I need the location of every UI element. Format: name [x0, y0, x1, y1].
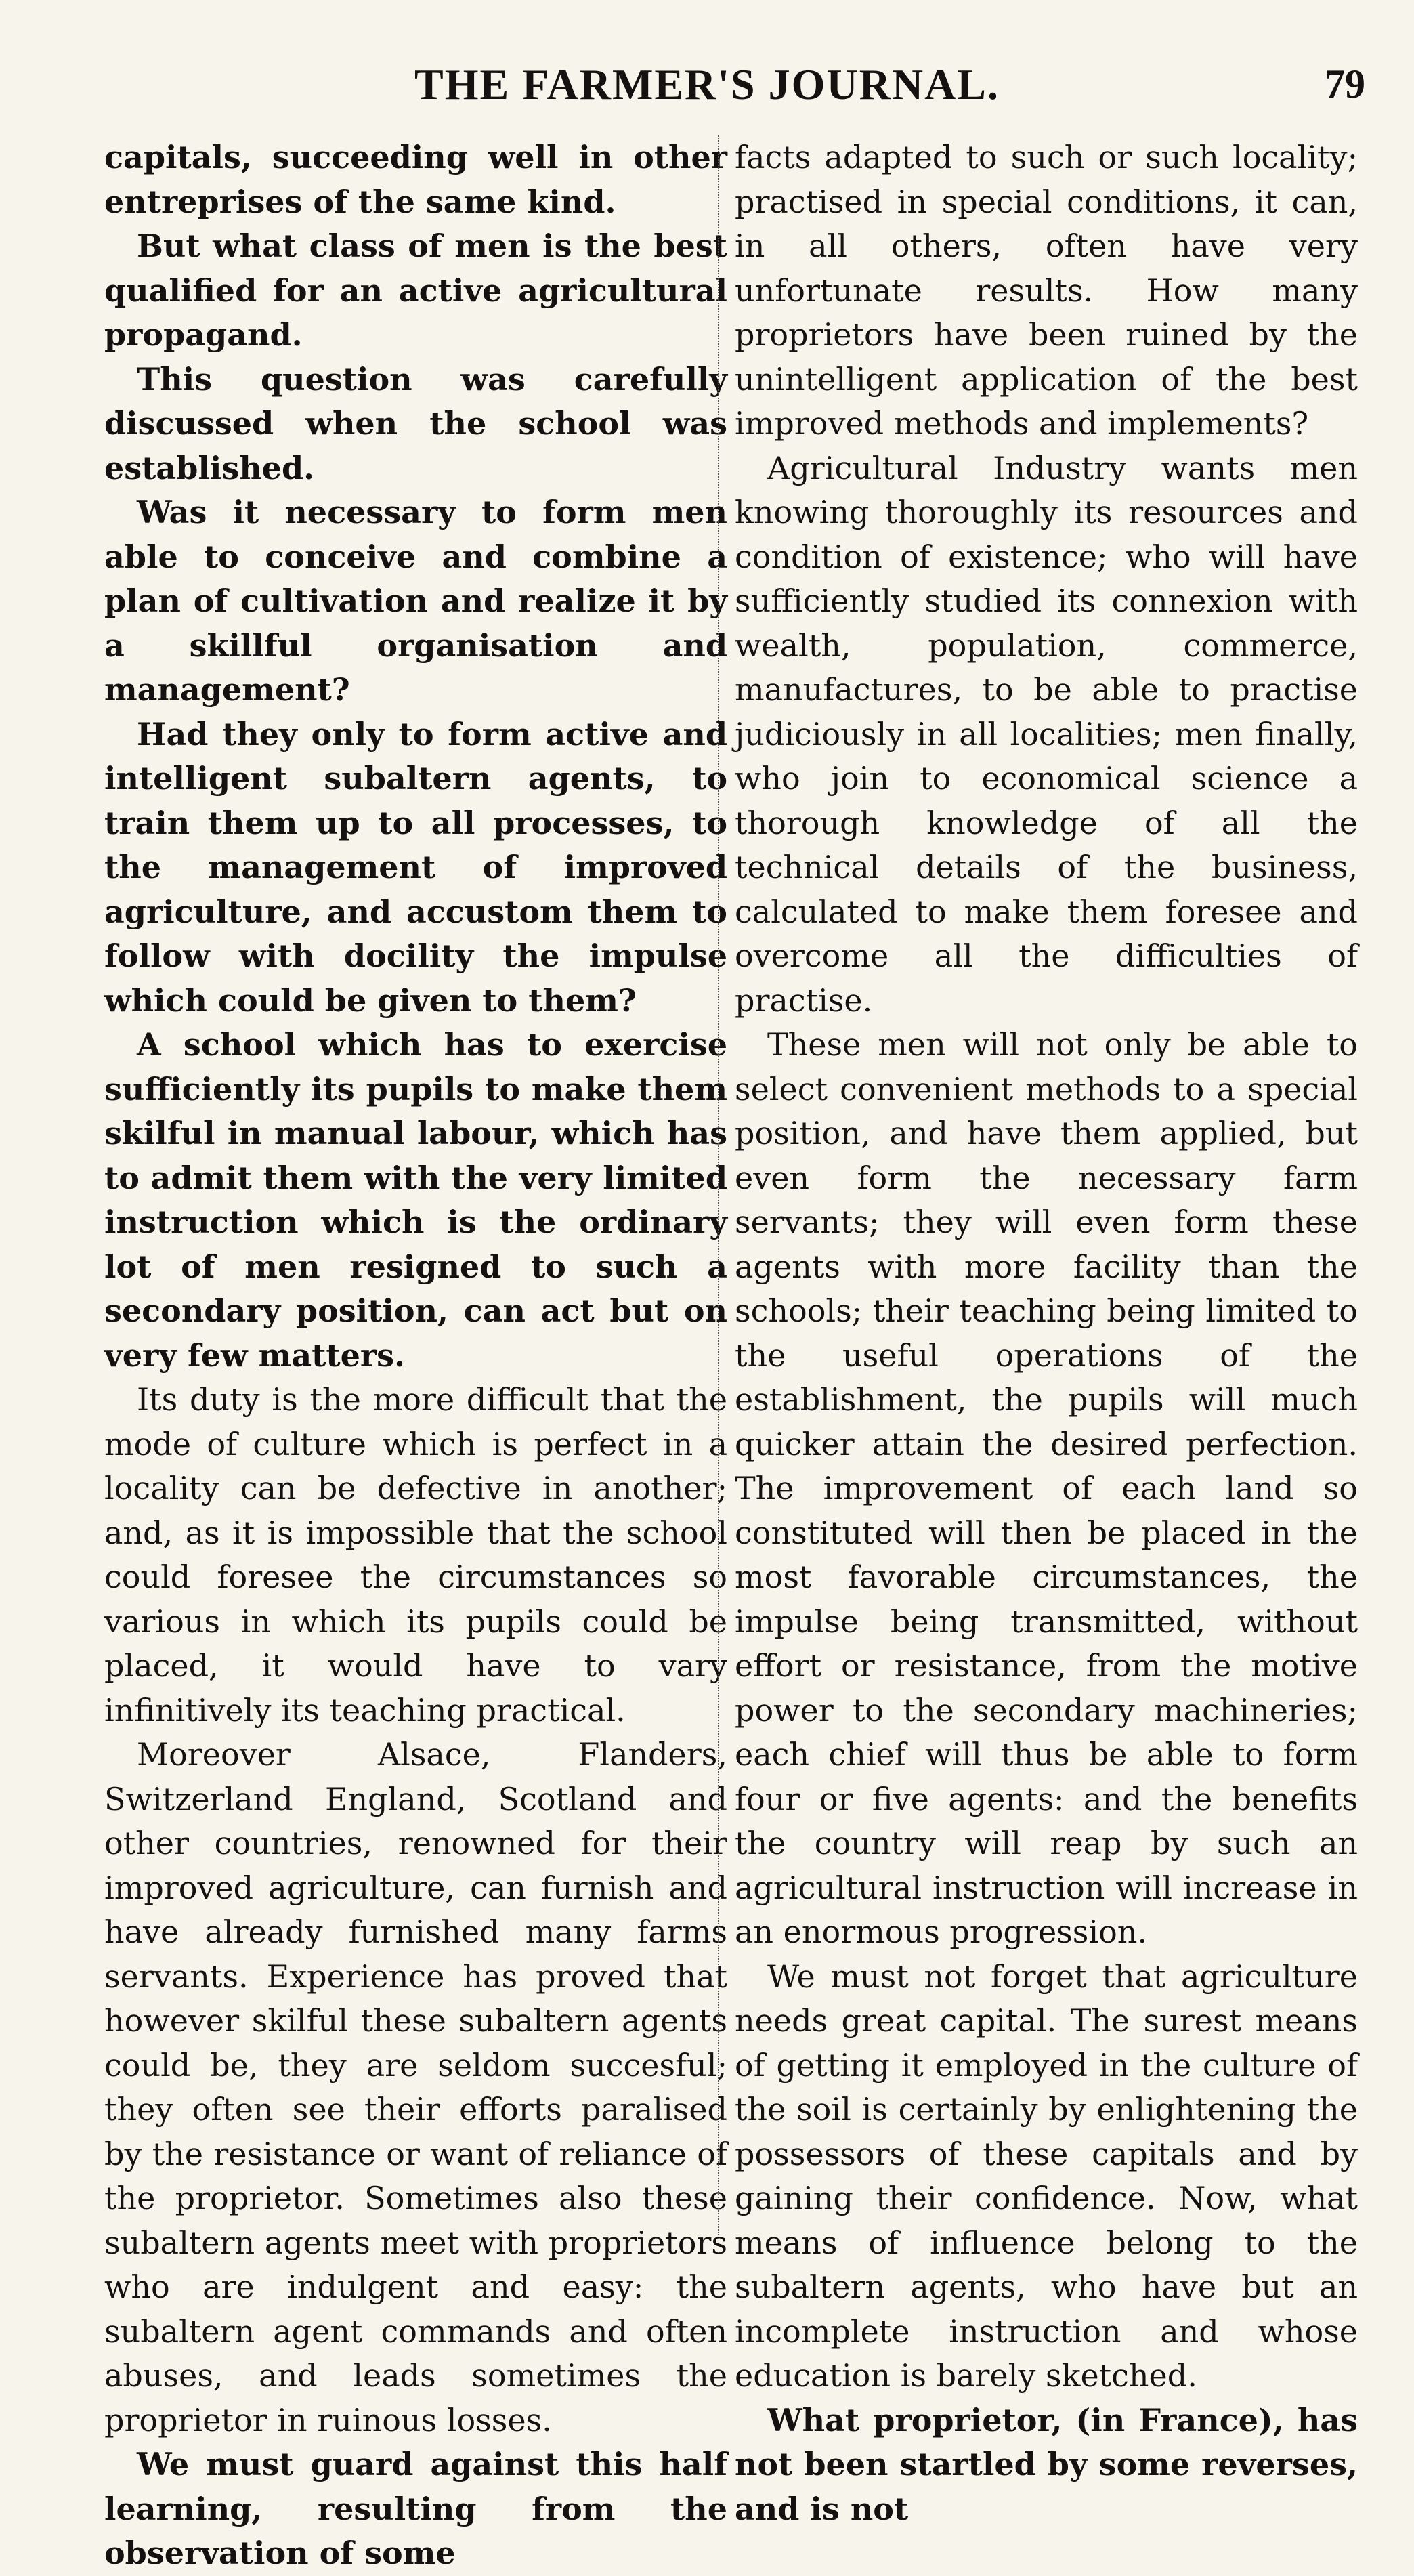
paragraph: We must guard against this half learning, resulting from the observation of some [104, 2446, 727, 2571]
paragraph: These men will not only be able to select convenient methods to a special position, and have them applied, but even form the necessary farm servants; they will even form these agents with more facility than the schools; their teaching being limited to the useful operations of the establishment, the pupils will much quicker attain the desired perfection. The improvement of each land so constituted will then be placed in the most favorable circumstances, the impulse being transmitted, without effort or resistance, from the motive power to the secondary machineries; each chief will thus be able to form four or five agents: and the benefits the country will reap by such an agricultural instruction will increase in an enormous progression. [735, 1026, 1358, 1950]
paragraph: Its duty is the more difficult that the mode of culture which is perfect in a locality can be defective in another; and, as it is impossible that the school could foresee the circumstances so various in which its pupils could be placed, it would have to vary infinitively its teaching practical. [104, 1381, 727, 1729]
paragraph: capitals, succeeding well in other entreprises of the same kind. [104, 139, 727, 220]
paragraph: Agricultural Industry wants men knowing thoroughly its resources and condition of existence; who will have sufficiently studied its connexion with wealth, population, commerce, manufactures, to be able to practise judiciously in all localities; men finally, who join to economical science a thorough knowledge of all the technical details of the business, calculated to make them foresee and overcome all the difficulties of practise. [735, 449, 1358, 1019]
page-header [0, 53, 1414, 127]
left-column [104, 135, 727, 2576]
right-column [735, 135, 1358, 2531]
paragraph: What proprietor, (in France), has not been startled by some reverses, and is not [735, 2401, 1358, 2527]
column-divider [718, 135, 719, 2235]
journal-title: THE FARMER'S JOURNAL. [414, 60, 1000, 108]
paragraph: But what class of men is the best qualified for an active agricultural propagand. [104, 228, 727, 353]
paragraph: Moreover Alsace, Flanders, Switzerland England, Scotland and other countries, renowned for their improved agriculture, can furnish and have already furnished many farms servants. Experience has proved that however skilful these subaltern agents could be, they are seldom succesful; they often see their efforts paralised by the resistance or want of reliance of the proprietor. Sometimes also these subaltern agents meet with proprietors who are indulgent and easy: the subaltern agent commands and often abuses, and leads sometimes the proprietor in ruinous losses. [104, 1736, 727, 2438]
page-number: 79 [1325, 62, 1365, 106]
paragraph: Had they only to form active and intelligent subaltern agents, to train them up to all processes, to the management of improved agriculture, and accustom them to follow with docility the impulse which could be given to them? [104, 715, 727, 1019]
paragraph: A school which has to exercise sufficiently its pupils to make them skilful in manual labour, which has to admit them with the very limited instruction which is the ordinary lot of men resigned to such a secondary position, can act but on very few matters. [104, 1026, 727, 1374]
paragraph: Was it necessary to form men able to conceive and combine a plan of cultivation and realize it by a skillful organisation and management? [104, 494, 727, 708]
paragraph: facts adapted to such or such locality; practised in special conditions, it can, in all others, often have very unfortunate results. How many proprietors have been ruined by the unintelligent application of the best improved methods and implements? [735, 139, 1358, 442]
paragraph: This question was carefully discussed when the school was established. [104, 360, 727, 486]
paragraph: We must not forget that agriculture needs great capital. The surest means of getting it employed in the culture of the soil is certainly by enlightening the possessors of these capitals and by gaining their confidence. Now, what means of influence belong to the subaltern agents, who have but an incomplete instruction and whose education is barely sketched. [735, 1958, 1358, 2394]
